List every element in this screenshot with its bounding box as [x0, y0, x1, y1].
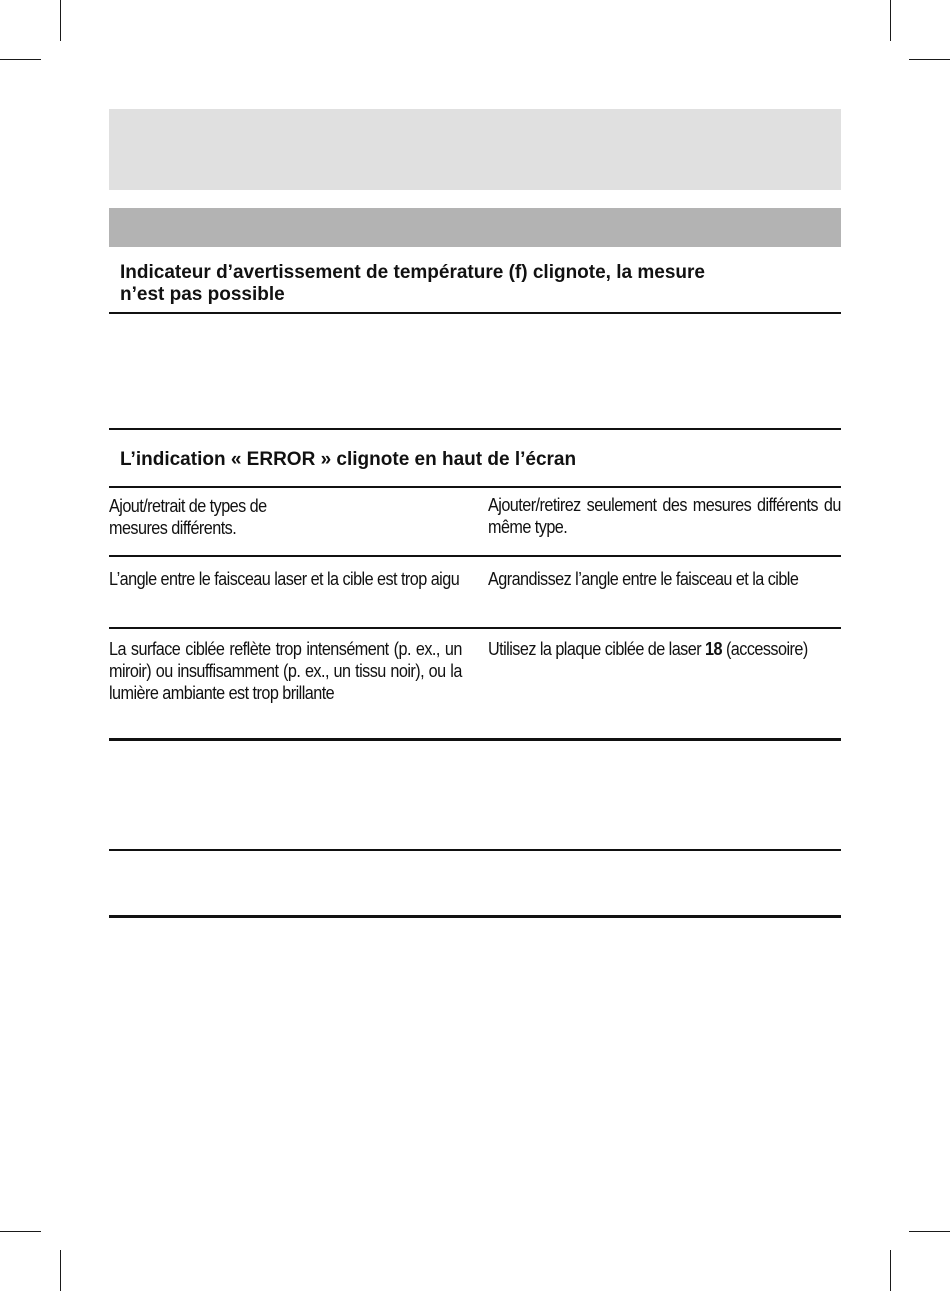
cause-cell: L’angle entre le faisceau laser et la cible est trop aigu — [109, 569, 460, 589]
row-rule — [109, 555, 841, 557]
table-header-rule — [109, 486, 841, 488]
section-heading-error-indication: L’indication « ERROR » clignote en haut de l’écran — [120, 449, 577, 470]
crop-mark-bottom-left-horizontal — [0, 1231, 41, 1232]
accessory-reference-number: 18 — [705, 639, 722, 659]
header-band-dark — [109, 208, 841, 247]
crop-mark-top-left-vertical — [60, 0, 61, 41]
remedy-text: Utilisez la plaque ciblée de laser — [488, 639, 702, 659]
section-rule — [109, 428, 841, 430]
row-rule — [109, 627, 841, 629]
cause-line: Ajout/retrait de types de — [109, 496, 267, 516]
remedy-text: (accessoire) — [725, 639, 808, 659]
remedy-cell: Ajouter/retirez seulement des mesures différents du même type. — [488, 495, 841, 537]
crop-mark-top-left-horizontal — [0, 59, 41, 60]
crop-mark-top-right-vertical — [890, 0, 891, 41]
cause-line: mesures différents. — [109, 518, 237, 538]
header-band-light — [109, 109, 841, 190]
remedy-cell: Agrandissez l’angle entre le faisceau et la cible — [488, 569, 799, 589]
crop-mark-bottom-right-vertical — [890, 1250, 891, 1291]
cause-cell: La surface ciblée reflète trop intensément (p. ex., un miroir) ou insuffisamment (p. ex., un tissu noir), ou la lumière ambiante est trop brillante — [109, 639, 462, 703]
crop-mark-bottom-right-horizontal — [909, 1231, 950, 1232]
table-end-rule — [109, 738, 841, 741]
crop-mark-bottom-left-vertical — [60, 1250, 61, 1291]
heading-line: n’est pas possible — [120, 284, 285, 305]
crop-mark-top-right-horizontal — [909, 59, 950, 60]
section-heading-temperature-warning — [120, 262, 705, 306]
remedy-cell — [488, 638, 841, 660]
section-rule — [109, 312, 841, 314]
section-rule — [109, 849, 841, 851]
cause-cell — [109, 495, 462, 539]
section-rule — [109, 915, 841, 918]
heading-line: Indicateur d’avertissement de température (f) clignote, la mesure — [120, 262, 705, 283]
